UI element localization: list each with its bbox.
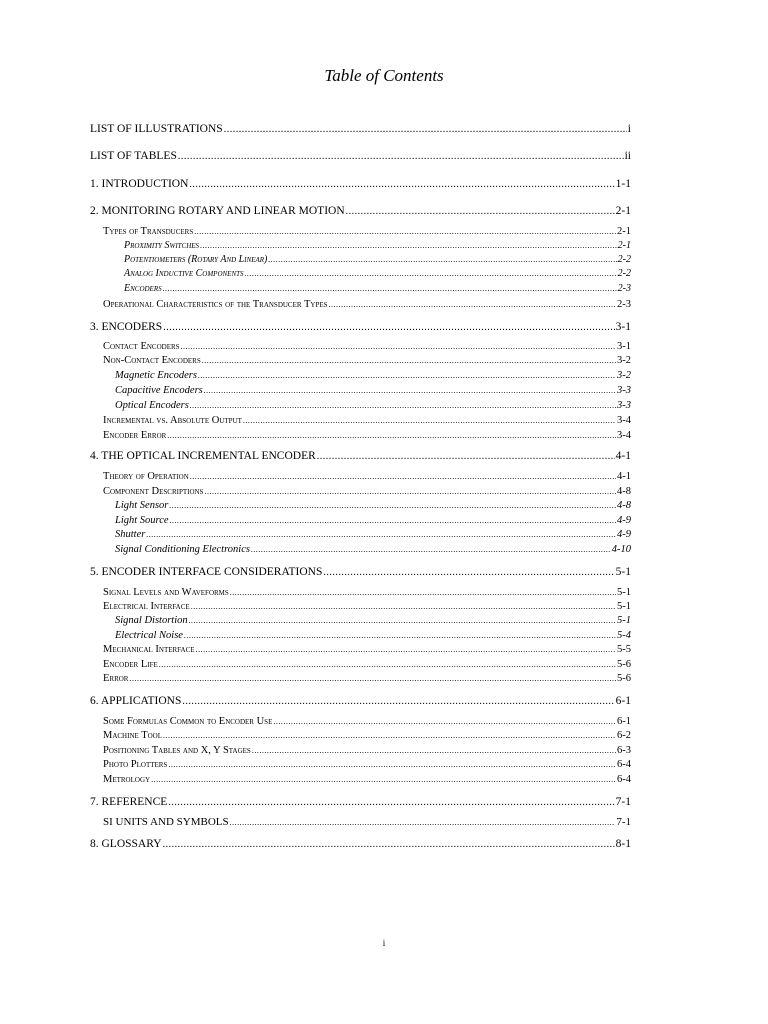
toc-subsection-entry[interactable] (115, 399, 631, 413)
dot-leader (224, 123, 627, 137)
dot-leader (323, 566, 614, 580)
toc-entry-page: 4-9 (617, 529, 631, 540)
toc-entry-title: Non-Contact Encoders (103, 355, 201, 366)
toc-section-entry[interactable] (103, 715, 631, 729)
toc-entry-title: Signal Conditioning Electronics (115, 544, 250, 555)
toc-section-entry[interactable] (103, 729, 631, 743)
toc-entry-title: Operational Characteristics of the Transducer Types (103, 299, 328, 310)
toc-entry-title: Component Descriptions (103, 486, 204, 497)
toc-subsection-entry[interactable] (115, 384, 631, 398)
toc-entry-title: Signal Levels and Waveforms (103, 587, 229, 598)
dot-leader (194, 225, 616, 239)
toc-entry-page: 3-2 (617, 355, 631, 366)
toc-entry-page: 5-4 (617, 630, 631, 641)
toc-entry-page: ii (624, 150, 631, 162)
toc-entry-title: 5. ENCODER INTERFACE CONSIDERATIONS (90, 566, 323, 578)
dot-leader (200, 239, 617, 253)
toc-entry-title: 8. GLOSSARY (90, 838, 162, 850)
dot-leader (163, 321, 614, 335)
dot-leader (268, 253, 616, 267)
dot-leader (204, 485, 616, 499)
dot-leader (159, 658, 616, 672)
toc-entry-page: 5-6 (617, 673, 631, 684)
dot-leader (202, 354, 616, 368)
toc-entry-title: 4. THE OPTICAL INCREMENTAL ENCODER (90, 450, 316, 462)
toc-entry-page: 4-8 (617, 500, 631, 511)
toc-entry-page: 6-4 (617, 774, 631, 785)
toc-entry-title: Magnetic Encoders (115, 370, 197, 381)
toc-entry-page: 2-3 (617, 299, 631, 310)
toc-entry-page: i (627, 123, 631, 135)
toc-entry-title: Analog Inductive Components (124, 268, 244, 279)
toc-entry-page: 3-1 (615, 321, 631, 333)
toc-entry-title: 2. MONITORING ROTARY AND LINEAR MOTION (90, 205, 345, 217)
toc-chapter-entry[interactable] (90, 837, 631, 852)
toc-entry-title: Capacitive Encoders (115, 385, 203, 396)
toc-entry-page: 3-1 (617, 341, 631, 352)
dot-leader (329, 298, 616, 312)
toc-entry-page: 6-3 (617, 745, 631, 756)
toc-entry-title: Photo Plotters (103, 759, 168, 770)
toc-entry-title: LIST OF ILLUSTRATIONS (90, 123, 223, 135)
dot-leader (204, 384, 616, 398)
toc-entry-page: 1-1 (615, 178, 631, 190)
toc-entry-title: 7. REFERENCE (90, 796, 168, 808)
toc-section-entry[interactable] (103, 758, 631, 772)
toc-entry-page: 2-1 (617, 240, 631, 251)
toc-chapter-entry[interactable] (90, 565, 631, 580)
dot-leader (167, 429, 616, 443)
toc-entry-page: 2-2 (617, 254, 631, 265)
toc-subsection-entry[interactable] (115, 369, 631, 383)
toc-entry-title: Types of Transducers (103, 226, 194, 237)
toc-section-entry[interactable] (103, 340, 631, 354)
dot-leader (230, 586, 616, 600)
toc-chapter-entry[interactable] (90, 320, 631, 335)
toc-entry-title: Mechanical Interface (103, 644, 195, 655)
toc-subsection-entry[interactable] (115, 543, 631, 557)
toc-entry-page: 8-1 (615, 838, 631, 850)
toc-entry-page: 4-10 (611, 544, 631, 555)
toc-chapter-entry[interactable] (90, 795, 631, 810)
toc-entry-title: Contact Encoders (103, 341, 180, 352)
toc-section-entry[interactable] (103, 773, 631, 787)
toc-section-entry[interactable] (103, 470, 631, 484)
toc-subsection-entry[interactable] (115, 528, 631, 542)
dot-leader (163, 729, 616, 743)
toc-entry-page: 6-1 (615, 695, 631, 707)
toc-entry-title: Incremental vs. Absolute Output (103, 415, 242, 426)
toc-subsection-entry[interactable] (115, 629, 631, 643)
toc-entry-title: Signal Distortion (115, 615, 188, 626)
dot-leader (182, 695, 614, 709)
toc-entry-page: 7-1 (616, 816, 631, 828)
toc-entry-page: 5-1 (617, 615, 631, 626)
toc-entry-title: Light Source (115, 515, 169, 526)
dot-leader (129, 672, 616, 686)
dot-leader (346, 205, 615, 219)
toc-entry-title: Light Sensor (115, 500, 169, 511)
toc-subsection-entry[interactable] (124, 253, 631, 267)
toc-entry-page: 6-1 (617, 716, 631, 727)
toc-section-entry[interactable] (103, 485, 631, 499)
toc-subsection-entry[interactable] (124, 282, 631, 296)
toc-entry-title: 6. APPLICATIONS (90, 695, 182, 707)
dot-leader (146, 528, 616, 542)
dot-leader (189, 178, 614, 192)
toc-entry-page: 6-2 (617, 730, 631, 741)
toc-entry-title: Potentiometers (Rotary And Linear) (124, 254, 268, 265)
toc-entry-title: 1. INTRODUCTION (90, 178, 189, 190)
toc-chapter-entry[interactable] (90, 449, 631, 464)
page-title: Table of Contents (324, 66, 444, 85)
toc-entry-page: 5-1 (617, 601, 631, 612)
toc-chapter-entry[interactable] (90, 694, 631, 709)
toc-entry-title: Electrical Interface (103, 601, 190, 612)
toc-entry-title: Metrology (103, 774, 151, 785)
toc-entry-page: 5-6 (617, 659, 631, 670)
dot-leader (189, 614, 616, 628)
toc-chapter-entry[interactable] (90, 149, 631, 164)
dot-leader (198, 369, 616, 383)
toc-entry-title: Electrical Noise (115, 630, 183, 641)
dot-leader (251, 543, 611, 557)
toc-entry-page: 2-1 (617, 226, 631, 237)
page-number: i (382, 938, 386, 948)
toc-entry-title: Optical Encoders (115, 400, 189, 411)
toc-section-entry[interactable] (103, 600, 631, 614)
toc-section-entry[interactable] (103, 354, 631, 368)
toc-entry-page: 2-2 (617, 268, 631, 279)
toc-entry-title: Positioning Tables and X, Y Stages (103, 745, 251, 756)
toc-section-entry[interactable] (103, 298, 631, 312)
toc-entry-page: 2-1 (615, 205, 631, 217)
toc-entry-page: 4-9 (617, 515, 631, 526)
toc-entry-title: 3. ENCODERS (90, 321, 163, 333)
toc-entry-title: LIST OF TABLES (90, 150, 177, 162)
toc-subsection-entry[interactable] (115, 614, 631, 628)
toc-entry-page: 3-3 (617, 385, 631, 396)
toc-entry-title: Error (103, 673, 129, 684)
dot-leader (178, 150, 624, 164)
toc-section-entry[interactable] (103, 225, 631, 239)
toc-entry-page: 4-8 (617, 486, 631, 497)
dot-leader (168, 796, 614, 810)
dot-leader (151, 773, 616, 787)
toc-section-entry[interactable] (103, 643, 631, 657)
dot-leader (252, 744, 616, 758)
toc-chapter-entry[interactable] (90, 177, 631, 192)
dot-leader (184, 629, 616, 643)
toc-section-entry[interactable] (103, 815, 631, 830)
toc-section-entry[interactable] (103, 586, 631, 600)
toc-entry-title: SI UNITS AND SYMBOLS (103, 816, 229, 828)
toc-subsection-entry[interactable] (115, 514, 631, 528)
dot-leader (191, 600, 616, 614)
toc-entry-title: Theory of Operation (103, 471, 189, 482)
dot-leader (230, 816, 616, 830)
toc-entry-title: Encoder Life (103, 659, 158, 670)
dot-leader (273, 715, 616, 729)
toc-subsection-entry[interactable] (124, 267, 631, 281)
toc-subsection-entry[interactable] (115, 499, 631, 513)
toc-entry-page: 3-4 (617, 415, 631, 426)
toc-entry-page: 3-3 (617, 400, 631, 411)
toc-entry-page: 2-3 (617, 283, 631, 294)
dot-leader (317, 450, 615, 464)
toc-entry-page: 3-2 (617, 370, 631, 381)
toc-entry-title: Machine Tool (103, 730, 163, 741)
toc-chapter-entry[interactable] (90, 122, 631, 137)
dot-leader (170, 514, 616, 528)
toc-entry-page: 5-1 (617, 587, 631, 598)
toc-section-entry[interactable] (103, 414, 631, 428)
toc-entry-title: Shutter (115, 529, 146, 540)
dot-leader (168, 758, 616, 772)
dot-leader (245, 267, 617, 281)
toc-entry-title: Encoders (124, 283, 162, 294)
toc-entry-page: 5-1 (615, 566, 631, 578)
toc-entry-title: Proximity Switches (124, 240, 200, 251)
toc-section-entry[interactable] (103, 658, 631, 672)
toc-chapter-entry[interactable] (90, 204, 631, 219)
toc-entry-page: 3-4 (617, 430, 631, 441)
dot-leader (196, 643, 616, 657)
toc-section-entry[interactable] (103, 429, 631, 443)
dot-leader (190, 470, 616, 484)
dot-leader (190, 399, 616, 413)
toc-subsection-entry[interactable] (124, 239, 631, 253)
toc-section-entry[interactable] (103, 672, 631, 686)
toc-section-entry[interactable] (103, 744, 631, 758)
toc-entry-page: 4-1 (617, 471, 631, 482)
toc-entry-title: Encoder Error (103, 430, 167, 441)
dot-leader (163, 282, 617, 296)
dot-leader (169, 499, 616, 513)
dot-leader (163, 838, 615, 852)
toc-entry-page: 7-1 (615, 796, 631, 808)
dot-leader (243, 414, 616, 428)
toc-entry-page: 6-4 (617, 759, 631, 770)
toc-entry-title: Some Formulas Common to Encoder Use (103, 716, 273, 727)
toc-entry-page: 5-5 (617, 644, 631, 655)
dot-leader (181, 340, 616, 354)
toc-entry-page: 4-1 (615, 450, 631, 462)
